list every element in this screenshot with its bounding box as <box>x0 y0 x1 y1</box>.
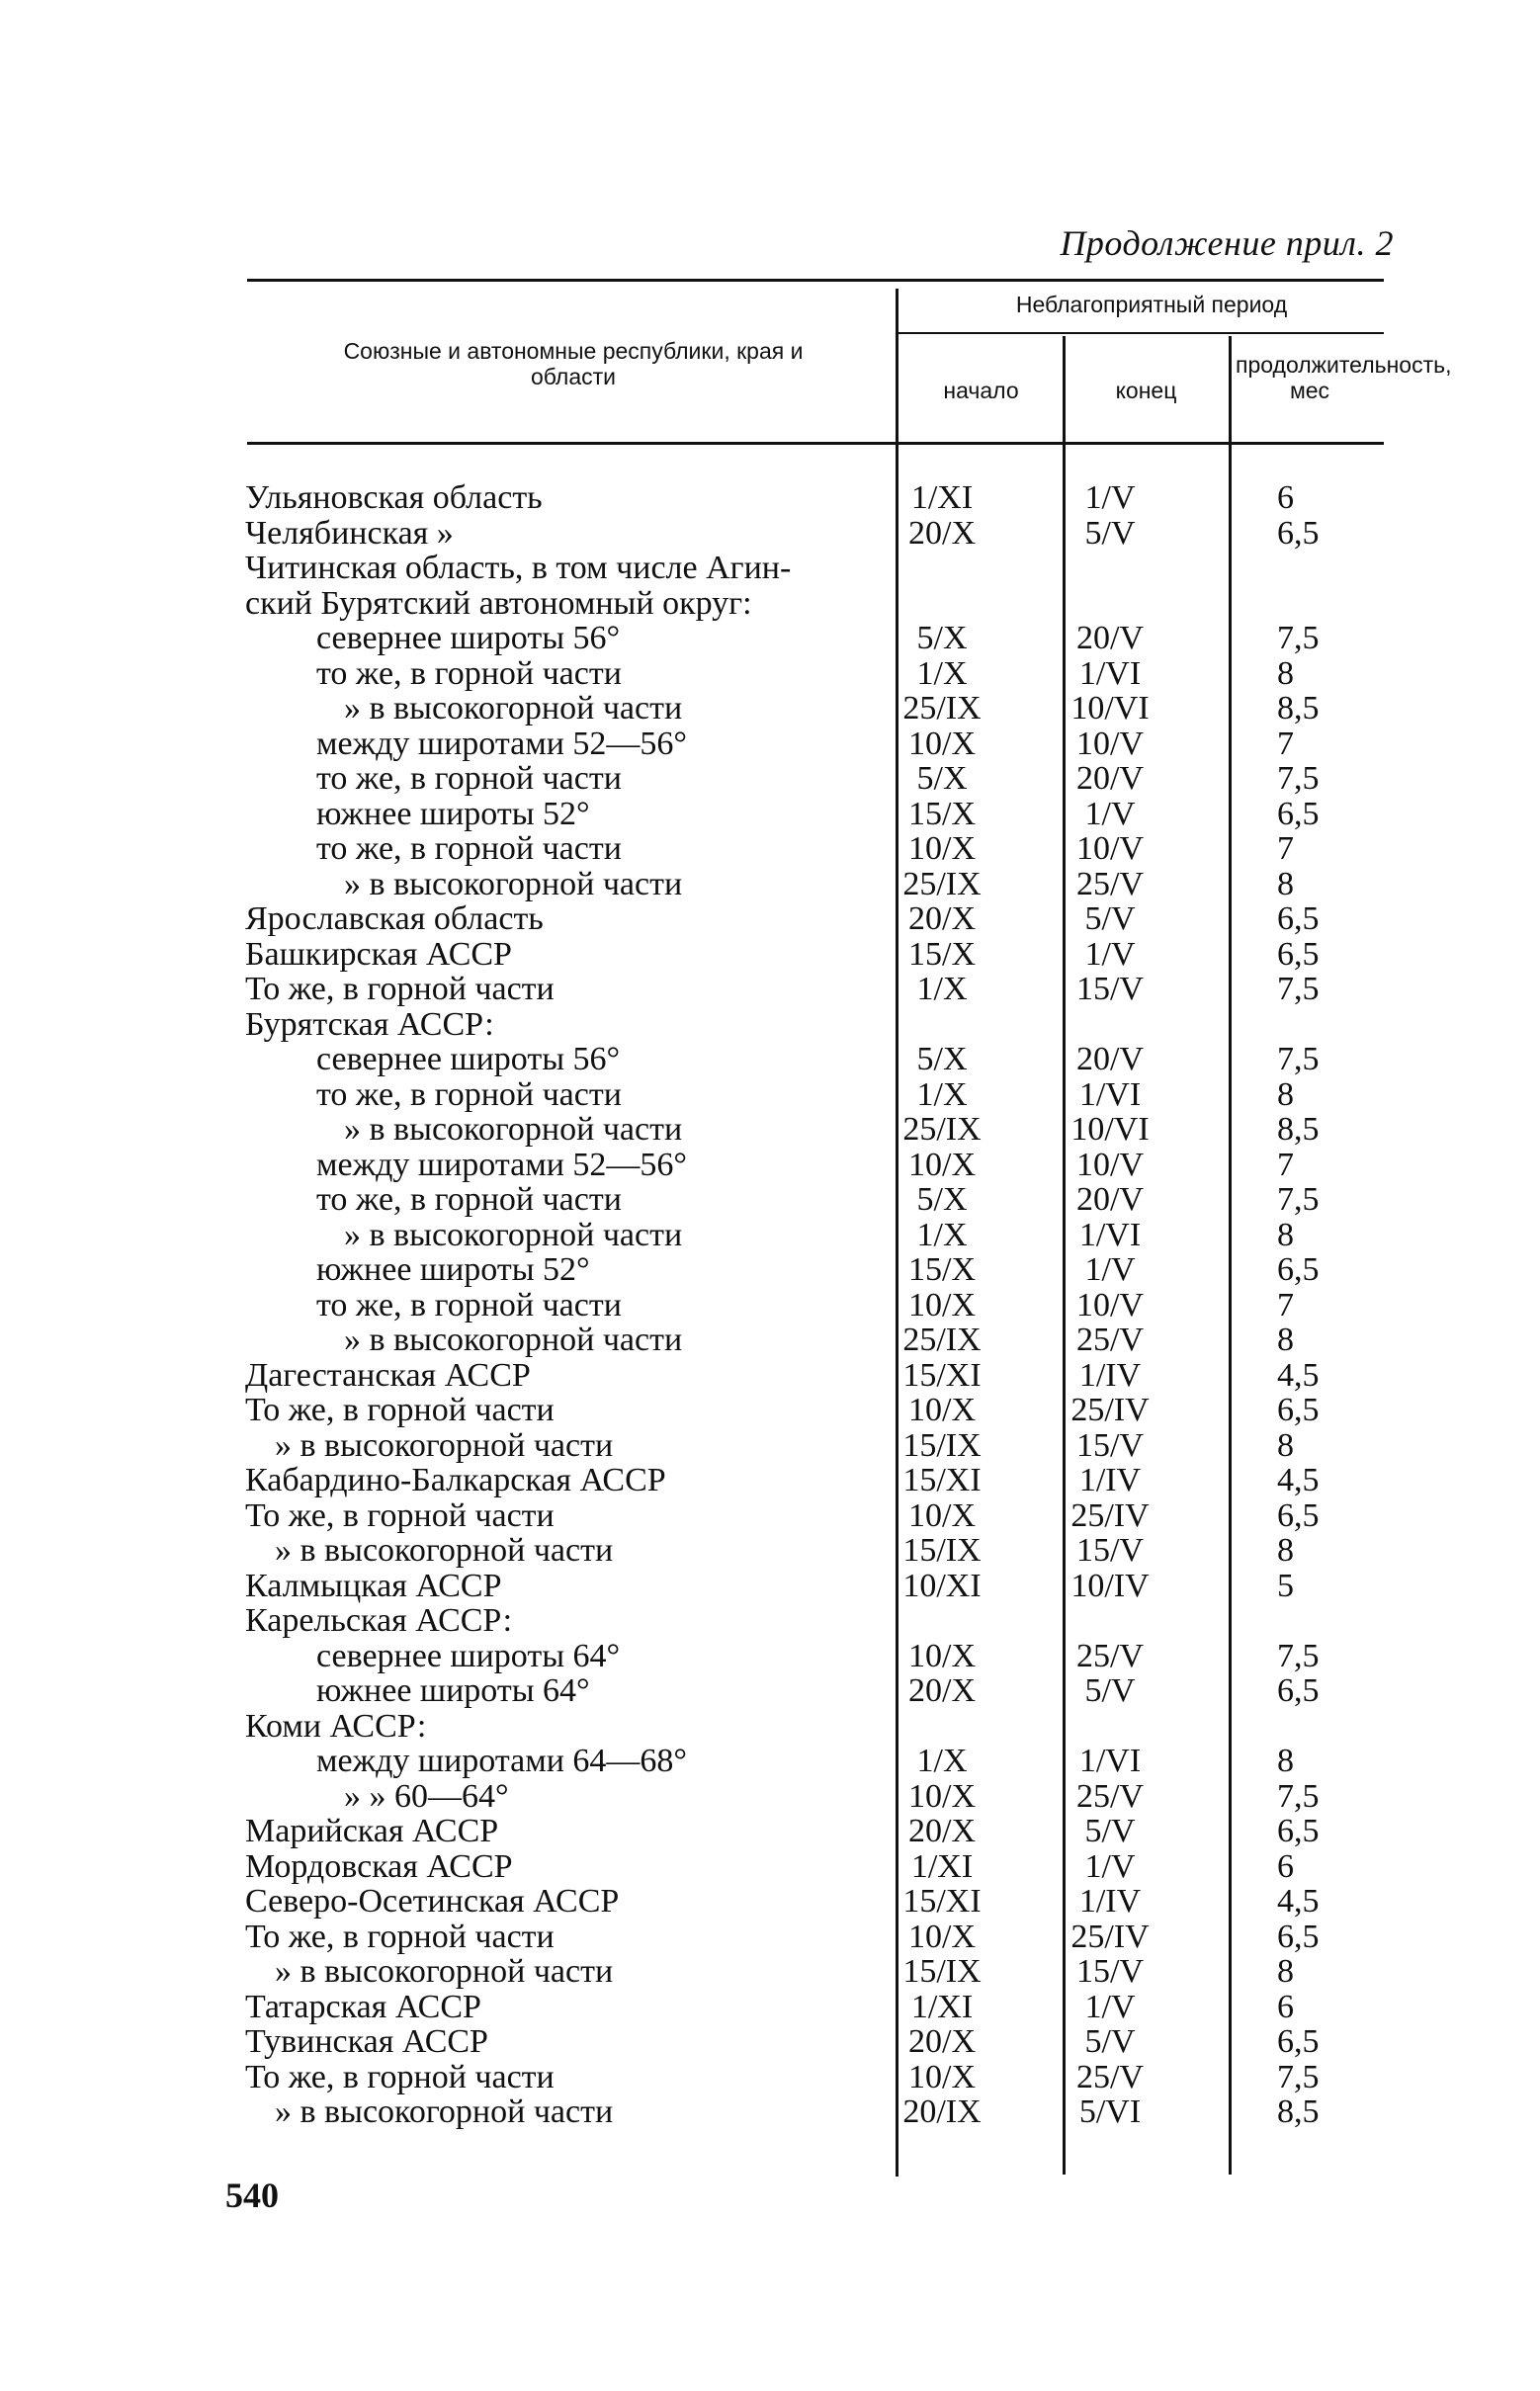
row-duration: 6,5 <box>1277 1392 1320 1428</box>
row-duration: 8,5 <box>1277 690 1320 726</box>
table-row <box>245 726 1392 762</box>
row-start: 10/X <box>908 1392 976 1428</box>
table-row <box>245 901 1392 937</box>
table-row <box>245 1603 1392 1639</box>
table-row <box>245 1148 1392 1183</box>
row-duration: 6,5 <box>1277 1672 1320 1709</box>
row-end: 1/IV <box>1078 1356 1142 1394</box>
row-end: 5/V <box>1084 1672 1136 1709</box>
row-end: 1/IV <box>1078 1883 1142 1920</box>
row-end: 25/V <box>1076 1322 1144 1358</box>
table-row <box>245 1288 1392 1324</box>
row-duration: 7,5 <box>1277 1041 1320 1077</box>
row-start: 15/IX <box>902 1953 982 1990</box>
row-label: » в высокогорной части <box>344 690 683 726</box>
row-start: 5/X <box>916 760 968 797</box>
row-label: Ярославская область <box>245 900 544 937</box>
row-label: южнее широты 64° <box>316 1672 590 1709</box>
row-end: 1/VI <box>1078 654 1142 692</box>
row-duration: 6,5 <box>1277 900 1320 937</box>
row-start: 25/IX <box>902 1111 982 1148</box>
row-duration: 4,5 <box>1277 1356 1320 1394</box>
row-label: То же, в горной части <box>245 1918 555 1955</box>
row-start: 1/XI <box>910 1988 974 2025</box>
table-row <box>245 480 1392 516</box>
row-label: севернее широты 64° <box>316 1637 621 1674</box>
table-row <box>245 1007 1392 1043</box>
row-duration: 8 <box>1277 1426 1294 1464</box>
row-start: 1/X <box>916 1216 968 1253</box>
row-duration: 6,5 <box>1277 1918 1320 1955</box>
table-row <box>245 656 1392 692</box>
row-label: Ульяновская область <box>245 479 543 516</box>
row-start: 10/X <box>908 2058 976 2095</box>
row-start: 10/X <box>908 1918 976 1955</box>
row-end: 5/V <box>1084 1813 1136 1849</box>
row-start: 15/XI <box>902 1462 982 1498</box>
row-start: 20/IX <box>902 2093 982 2130</box>
period-sub-rule <box>898 332 1384 334</box>
row-start: 20/X <box>908 900 976 937</box>
row-label: То же, в горной части <box>245 1496 555 1534</box>
row-label: Дагестанская АССР <box>245 1356 531 1394</box>
row-start: 1/XI <box>910 1847 974 1885</box>
row-end: 10/V <box>1076 830 1144 867</box>
row-start: 1/X <box>916 654 968 692</box>
row-start: 1/X <box>916 1743 968 1779</box>
row-label: то же, в горной части <box>316 760 622 797</box>
row-start: 15/XI <box>902 1883 982 1920</box>
row-end: 10/V <box>1076 1146 1144 1183</box>
table-row <box>245 1393 1392 1428</box>
table-row <box>245 2024 1392 2060</box>
row-label: Калмыцкая АССР <box>245 1567 502 1604</box>
row-end: 5/V <box>1084 514 1136 552</box>
table-row <box>245 1569 1392 1604</box>
row-label: » в высокогорной части <box>275 1953 614 1990</box>
table-row <box>245 1533 1392 1569</box>
row-start: 1/X <box>916 1075 968 1113</box>
row-label: между широтами 52—56° <box>316 1146 687 1183</box>
table-row <box>245 1358 1392 1394</box>
row-label: То же, в горной части <box>245 2058 555 2095</box>
table-row <box>245 972 1392 1007</box>
row-start: 10/X <box>908 1496 976 1534</box>
row-duration: 4,5 <box>1277 1462 1320 1498</box>
table-row <box>245 937 1392 973</box>
table-row <box>245 1077 1392 1113</box>
table-body <box>245 480 1392 2130</box>
table-row <box>245 586 1392 622</box>
table-row <box>245 691 1392 726</box>
row-label: » в высокогорной части <box>344 1322 683 1358</box>
row-label: южнее широты 52° <box>316 1251 590 1288</box>
table-row <box>245 2060 1392 2095</box>
row-duration: 8 <box>1277 1075 1294 1113</box>
row-start: 25/IX <box>902 865 982 902</box>
row-label: между широтами 52—56° <box>316 725 687 762</box>
row-end: 10/VI <box>1070 1111 1150 1148</box>
row-start: 25/IX <box>902 690 982 726</box>
row-label: » в высокогорной части <box>275 2093 614 2130</box>
row-end: 15/V <box>1076 1953 1144 1990</box>
row-duration: 6,5 <box>1277 935 1320 973</box>
row-label: » в высокогорной части <box>344 865 683 902</box>
row-label: То же, в горной части <box>245 1392 555 1428</box>
row-end: 5/V <box>1084 900 1136 937</box>
row-end: 1/VI <box>1078 1743 1142 1779</box>
row-start: 10/X <box>908 725 976 762</box>
page-number: 540 <box>225 2176 279 2215</box>
header-start: начало <box>943 378 1019 403</box>
row-duration: 7 <box>1277 725 1294 762</box>
row-duration: 7,5 <box>1277 760 1320 797</box>
table-row <box>245 2094 1392 2130</box>
row-label: Тувинская АССР <box>245 2023 488 2060</box>
row-duration: 7 <box>1277 1146 1294 1183</box>
row-duration: 5 <box>1277 1567 1294 1604</box>
row-duration: 8 <box>1277 865 1294 902</box>
row-duration: 6 <box>1277 479 1294 516</box>
row-start: 1/X <box>916 971 968 1007</box>
row-label: то же, в горной части <box>316 1286 622 1324</box>
row-duration: 6 <box>1277 1988 1294 2025</box>
row-label: севернее широты 56° <box>316 1041 621 1077</box>
row-end: 5/V <box>1084 2023 1136 2060</box>
table-row <box>245 1182 1392 1218</box>
row-end: 15/V <box>1076 1532 1144 1569</box>
row-duration: 6 <box>1277 1847 1294 1885</box>
row-label: ский Бурятский автономный округ: <box>245 584 752 622</box>
row-label: Читинская область, в том числе Агин- <box>245 550 792 586</box>
row-end: 25/IV <box>1070 1918 1150 1955</box>
table-row <box>245 1042 1392 1077</box>
row-end: 1/IV <box>1078 1462 1142 1498</box>
row-start: 10/X <box>908 1637 976 1674</box>
row-end: 5/VI <box>1078 2093 1142 2130</box>
row-end: 20/V <box>1076 1181 1144 1218</box>
row-duration: 7 <box>1277 830 1294 867</box>
row-label: Бурятская АССР: <box>245 1005 494 1043</box>
row-end: 10/V <box>1076 725 1144 762</box>
row-start: 25/IX <box>902 1322 982 1358</box>
continuation-label: Продолжение прил. 2 <box>1060 223 1394 263</box>
row-end: 1/V <box>1084 795 1136 832</box>
row-start: 15/IX <box>902 1532 982 1569</box>
table-row <box>245 1814 1392 1849</box>
row-label: » » 60—64° <box>344 1777 509 1815</box>
row-label: Башкирская АССР <box>245 935 512 973</box>
row-end: 20/V <box>1076 760 1144 797</box>
row-start: 10/X <box>908 1146 976 1183</box>
header-region: Союзные и автономные республики, края и области <box>343 338 804 389</box>
row-label: то же, в горной части <box>316 830 622 867</box>
row-label: Марийская АССР <box>245 1813 499 1849</box>
row-duration: 8,5 <box>1277 2093 1320 2130</box>
table-row <box>245 831 1392 867</box>
row-label: » в высокогорной части <box>344 1216 683 1253</box>
row-start: 10/X <box>908 1286 976 1324</box>
row-start: 20/X <box>908 2023 976 2060</box>
row-start: 10/X <box>908 1777 976 1815</box>
row-label: то же, в горной части <box>316 1181 622 1218</box>
row-end: 20/V <box>1076 620 1144 656</box>
row-duration: 8 <box>1277 1216 1294 1253</box>
row-duration: 6,5 <box>1277 795 1320 832</box>
row-duration: 7,5 <box>1277 971 1320 1007</box>
row-label: севернее широты 56° <box>316 620 621 656</box>
row-end: 25/V <box>1076 1777 1144 1815</box>
row-end: 25/IV <box>1070 1392 1150 1428</box>
row-label: то же, в горной части <box>316 654 622 692</box>
row-duration: 8 <box>1277 654 1294 692</box>
row-label: » в высокогорной части <box>275 1532 614 1569</box>
row-start: 15/IX <box>902 1426 982 1464</box>
row-end: 10/VI <box>1070 690 1150 726</box>
row-end: 1/VI <box>1078 1075 1142 1113</box>
table-row <box>245 551 1392 586</box>
row-end: 25/V <box>1076 1637 1144 1674</box>
row-start: 5/X <box>916 1041 968 1077</box>
table-row <box>245 1112 1392 1148</box>
row-end: 25/V <box>1076 865 1144 902</box>
table-row <box>245 1954 1392 1990</box>
row-duration: 6,5 <box>1277 2023 1320 2060</box>
row-end: 20/V <box>1076 1041 1144 1077</box>
row-start: 20/X <box>908 1672 976 1709</box>
table-row <box>245 1639 1392 1674</box>
table-row <box>245 621 1392 656</box>
row-duration: 6,5 <box>1277 1251 1320 1288</box>
row-duration: 7,5 <box>1277 1181 1320 1218</box>
row-start: 15/XI <box>902 1356 982 1394</box>
table-row <box>245 516 1392 552</box>
row-start: 5/X <box>916 620 968 656</box>
header-bottom-rule <box>247 442 1384 445</box>
row-duration: 7 <box>1277 1286 1294 1324</box>
row-duration: 8 <box>1277 1743 1294 1779</box>
row-duration: 7,5 <box>1277 2058 1320 2095</box>
row-start: 20/X <box>908 514 976 552</box>
table-row <box>245 1428 1392 1464</box>
row-label: Карельская АССР: <box>245 1602 513 1639</box>
table-row <box>245 1218 1392 1253</box>
row-label: Северо-Осетинская АССР <box>245 1883 620 1920</box>
row-duration: 6,5 <box>1277 1813 1320 1849</box>
table-top-rule <box>247 279 1384 282</box>
row-end: 1/V <box>1084 1847 1136 1885</box>
row-end: 1/V <box>1084 1988 1136 2025</box>
table-row <box>245 867 1392 902</box>
row-duration: 8 <box>1277 1953 1294 1990</box>
row-start: 15/X <box>908 935 976 973</box>
row-label: » в высокогорной части <box>275 1426 614 1464</box>
table-row <box>245 1323 1392 1358</box>
table-row <box>245 1252 1392 1288</box>
table-row <box>245 1849 1392 1885</box>
table-row <box>245 761 1392 797</box>
table-row <box>245 1779 1392 1815</box>
header-end: конец <box>1115 378 1177 403</box>
row-end: 1/V <box>1084 1251 1136 1288</box>
row-label: то же, в горной части <box>316 1075 622 1113</box>
row-start: 10/XI <box>902 1567 982 1604</box>
table-row <box>245 797 1392 832</box>
row-duration: 8 <box>1277 1532 1294 1569</box>
row-duration: 8 <box>1277 1322 1294 1358</box>
row-label: Татарская АССР <box>245 1988 481 2025</box>
row-start: 1/XI <box>910 479 974 516</box>
row-end: 10/V <box>1076 1286 1144 1324</box>
row-duration: 6,5 <box>1277 514 1320 552</box>
row-start: 5/X <box>916 1181 968 1218</box>
row-start: 15/X <box>908 795 976 832</box>
row-label: » в высокогорной части <box>344 1111 683 1148</box>
row-end: 15/V <box>1076 971 1144 1007</box>
table-row <box>245 1673 1392 1709</box>
table-row <box>245 1744 1392 1779</box>
row-end: 25/V <box>1076 2058 1144 2095</box>
row-end: 10/IV <box>1070 1567 1150 1604</box>
header-period: Неблагоприятный период <box>1015 292 1288 317</box>
row-duration: 6,5 <box>1277 1496 1320 1534</box>
table-row <box>245 1709 1392 1745</box>
row-label: южнее широты 52° <box>316 795 590 832</box>
row-label: Кабардино-Балкарская АССР <box>245 1462 666 1498</box>
table-row <box>245 1920 1392 1955</box>
row-end: 25/IV <box>1070 1496 1150 1534</box>
row-label: между широтами 64—68° <box>316 1743 687 1779</box>
row-label: Челябинская » <box>245 514 454 552</box>
row-duration: 7,5 <box>1277 620 1320 656</box>
row-duration: 8,5 <box>1277 1111 1320 1148</box>
row-end: 1/V <box>1084 935 1136 973</box>
row-duration: 7,5 <box>1277 1637 1320 1674</box>
row-duration: 4,5 <box>1277 1883 1320 1920</box>
row-end: 15/V <box>1076 1426 1144 1464</box>
row-label: То же, в горной части <box>245 971 555 1007</box>
table-row <box>245 1463 1392 1498</box>
row-start: 15/X <box>908 1251 976 1288</box>
row-end: 1/V <box>1084 479 1136 516</box>
row-start: 20/X <box>908 1813 976 1849</box>
table-row <box>245 1498 1392 1534</box>
row-label: Коми АССР: <box>245 1707 427 1745</box>
table-row <box>245 1990 1392 2025</box>
row-start: 10/X <box>908 830 976 867</box>
table-row <box>245 1884 1392 1920</box>
row-label: Мордовская АССР <box>245 1847 513 1885</box>
row-end: 1/VI <box>1078 1216 1142 1253</box>
header-duration: продолжительность, мес <box>1236 352 1452 403</box>
row-duration: 7,5 <box>1277 1777 1320 1815</box>
